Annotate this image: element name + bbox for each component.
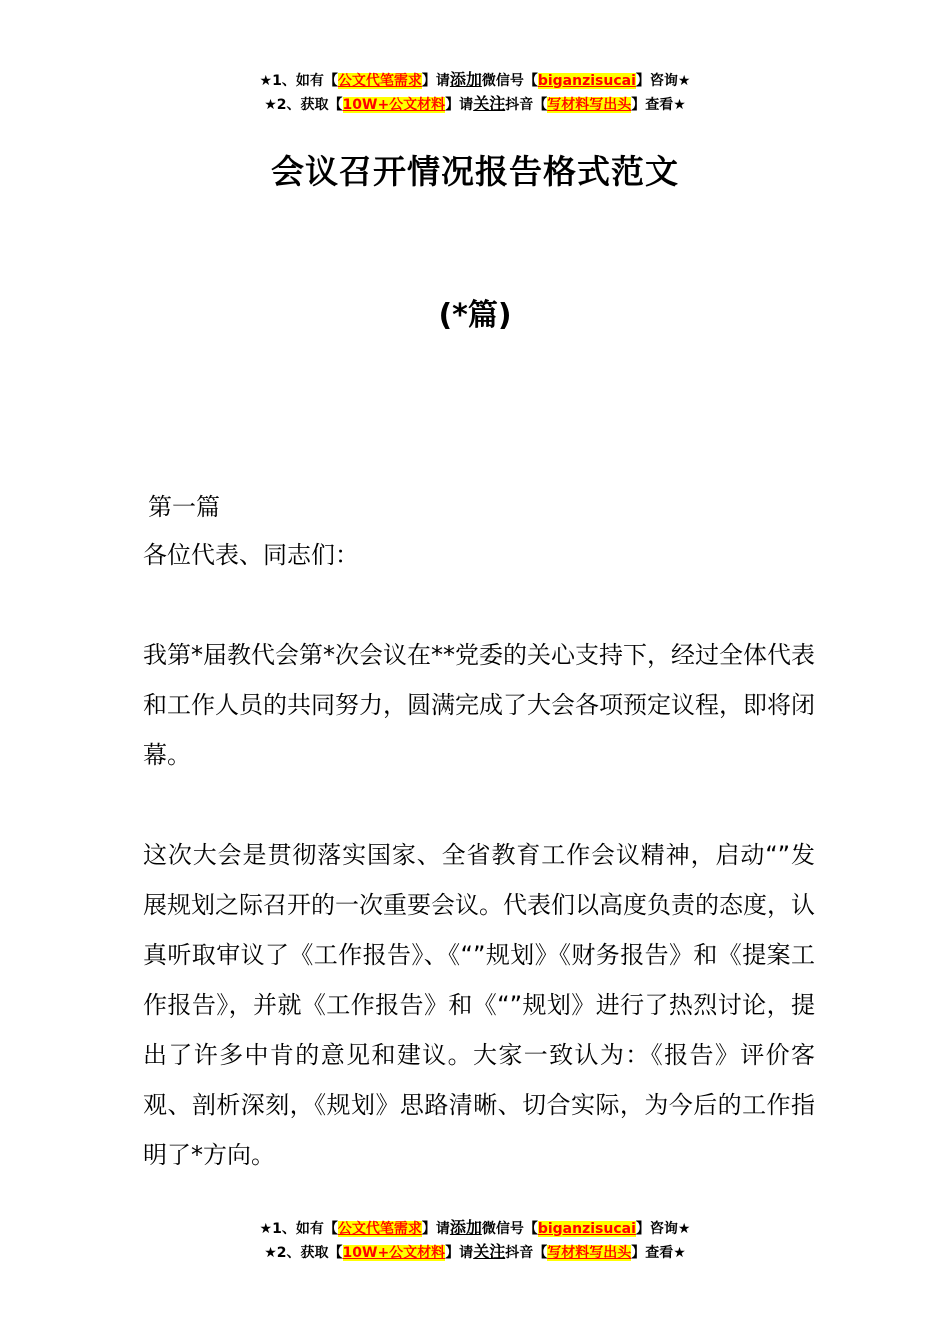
banner-highlight: biganzisucai [537, 1221, 636, 1237]
paragraph-2: 这次大会是贯彻落实国家、全省教育工作会议精神，启动“”发展规划之际召开的一次重要会议。代表们以高度负责的态度，认真听取审议了《工作报告》、《“”规划》《财务报告》和《提案工作报告》，并就《工作报告》和《“”规划》进行了热烈讨论，提出了许多中肯的意见和建议。大家一致认为：《报告》评价客观、剖析深刻，《规划》思路清晰、切合实际，为今后的工作指明了*方向。 [143, 841, 815, 1169]
banner-highlight: biganzisucai [537, 73, 636, 89]
banner-text: 】请 [421, 1221, 450, 1237]
banner-text: 】请 [445, 97, 474, 113]
banner-line-1 [0, 68, 950, 92]
banner-highlight: 公文代笔需求 [337, 1221, 422, 1237]
banner-text: 】查看★ [631, 97, 686, 113]
banner-text: ★2、获取【 [264, 1245, 343, 1261]
banner-highlight: 公文代笔需求 [337, 73, 422, 89]
document-subtitle: (*篇) [438, 298, 512, 333]
banner-text: ★1、如有【 [259, 73, 338, 89]
banner-emphasis: 关注 [473, 94, 506, 113]
banner-text: 】咨询★ [635, 73, 691, 89]
banner-text: 】请 [445, 1245, 474, 1261]
banner-line-2 [0, 1240, 950, 1264]
banner-text: 】咨询★ [635, 1221, 691, 1237]
banner-highlight: 10W+公文材料 [342, 97, 446, 113]
banner-text: ★1、如有【 [259, 1221, 338, 1237]
banner-emphasis: 添加 [449, 1218, 482, 1237]
banner-text: ★2、获取【 [264, 97, 343, 113]
salutation: 各位代表、同志们： [143, 541, 359, 569]
footer-banner [0, 1216, 950, 1264]
banner-text: 抖音【 [505, 97, 548, 113]
section-label: 第一篇 [148, 493, 220, 521]
banner-highlight: 写材料写出头 [547, 97, 632, 113]
banner-line-1 [0, 1216, 950, 1240]
document-title: 会议召开情况报告格式范文 [271, 152, 679, 191]
header-banner [0, 68, 950, 116]
banner-highlight: 写材料写出头 [547, 1245, 632, 1261]
banner-line-2 [0, 92, 950, 116]
banner-highlight: 10W+公文材料 [342, 1245, 446, 1261]
paragraph-1: 我第*届教代会第*次会议在**党委的关心支持下，经过全体代表和工作人员的共同努力，圆满完成了大会各项预定议程，即将闭幕。 [143, 641, 815, 769]
banner-text: 】查看★ [631, 1245, 686, 1261]
banner-text: 】请 [421, 73, 450, 89]
banner-text: 微信号【 [481, 1221, 538, 1237]
banner-emphasis: 添加 [449, 70, 482, 89]
banner-text: 抖音【 [505, 1245, 548, 1261]
banner-text: 微信号【 [481, 73, 538, 89]
banner-emphasis: 关注 [473, 1242, 506, 1261]
